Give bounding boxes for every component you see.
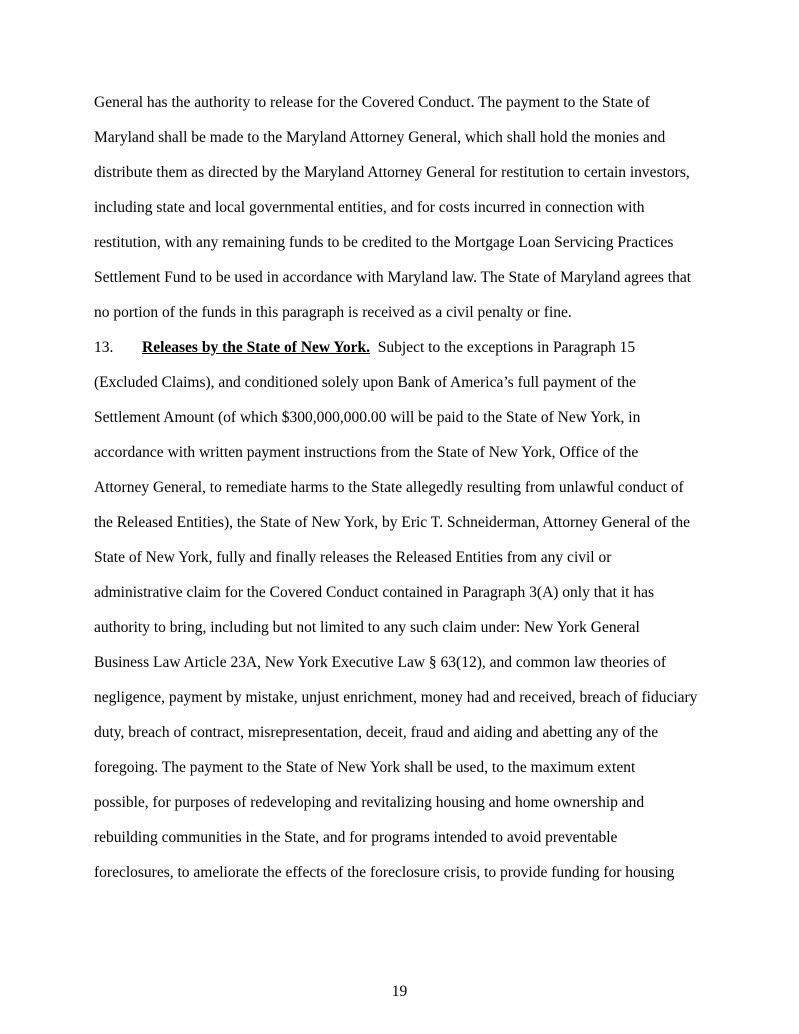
body-text-line: authority to bring, including but not limited to any such claim under: New York General	[94, 619, 640, 636]
body-text-line: the Released Entities), the State of New York, by Eric T. Schneiderman, Attorney General of the	[94, 514, 691, 531]
body-text-line: administrative claim for the Covered Conduct contained in Paragraph 3(A) only that it has	[94, 584, 654, 601]
body-text-line: General has the authority to release for the Covered Conduct. The payment to the State of	[94, 94, 650, 111]
body-text-line: foreclosures, to ameliorate the effects of the foreclosure crisis, to provide funding for housing	[94, 864, 675, 881]
body-text-line: foregoing. The payment to the State of New York shall be used, to the maximum extent	[94, 759, 636, 776]
section-first-line-text: Subject to the exceptions in Paragraph 15	[370, 339, 636, 356]
body-text-line: including state and local governmental entities, and for costs incurred in connection with	[94, 199, 645, 216]
body-text-line: (Excluded Claims), and conditioned solely upon Bank of America’s full payment of the	[94, 374, 636, 391]
body-text-line: Settlement Fund to be used in accordance with Maryland law. The State of Maryland agrees that	[94, 269, 691, 286]
body-text-line: accordance with written payment instructions from the State of New York, Office of the	[94, 444, 639, 461]
body-text-line: no portion of the funds in this paragraph is received as a civil penalty or fine.	[94, 304, 572, 321]
body-text-line: Attorney General, to remediate harms to the State allegedly resulting from unlawful conduct of	[94, 479, 684, 496]
body-text-line: Business Law Article 23A, New York Executive Law § 63(12), and common law theories of	[94, 654, 667, 671]
body-text-line: distribute them as directed by the Maryland Attorney General for restitution to certain investors,	[94, 164, 690, 181]
body-text-line: Maryland shall be made to the Maryland Attorney General, which shall hold the monies and	[94, 129, 666, 146]
body-text-line: rebuilding communities in the State, and for programs intended to avoid preventable	[94, 829, 618, 846]
section-13-heading-line	[94, 338, 719, 358]
body-text-line: State of New York, fully and finally releases the Released Entities from any civil or	[94, 549, 612, 566]
section-number: 13.	[94, 339, 114, 356]
body-text-line: Settlement Amount (of which $300,000,000.00 will be paid to the State of New York, in	[94, 409, 641, 426]
body-text-line: possible, for purposes of redeveloping and revitalizing housing and home ownership and	[94, 794, 645, 811]
body-text-line: negligence, payment by mistake, unjust enrichment, money had and received, breach of fiduciary	[94, 689, 698, 706]
body-text-line: restitution, with any remaining funds to be credited to the Mortgage Loan Servicing Practices	[94, 234, 674, 251]
body-text-line: duty, breach of contract, misrepresentation, deceit, fraud and aiding and abetting any of the	[94, 724, 659, 741]
page-number: 19	[391, 983, 408, 1000]
section-title: Releases by the State of New York.	[142, 339, 371, 356]
